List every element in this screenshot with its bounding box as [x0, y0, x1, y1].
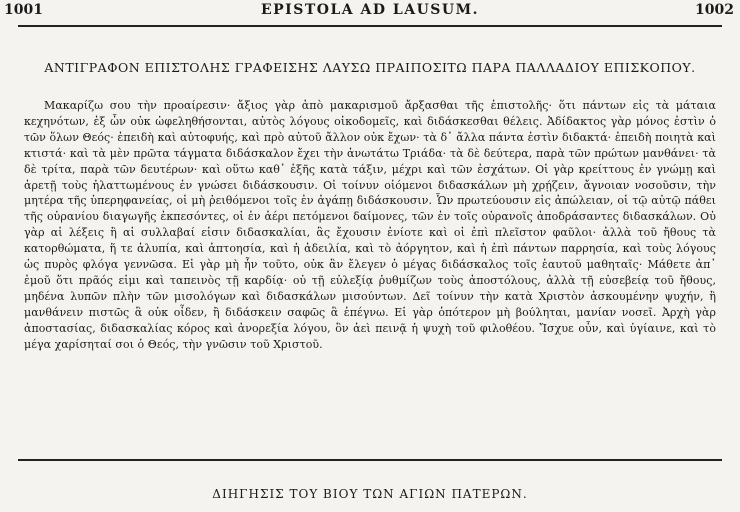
page-number-left: 1001 [4, 2, 43, 18]
epistle-body: Μακαρίζω σου τὴν προαίρεσιν· ἄξιος γὰρ ἀπὸ μακαρισμοῦ ἄρξασθαι τῆς ἐπιστολῆς· ὅτι πάντων εἰς τὰ μάταια κεχηνότων, ἐξ ὧν οὐκ ὠφεληθήσονται, αὐτὸς λόγους οἰκοδομεῖς, καὶ διδάσκεσθαι θέλεις. Ἀδίδακτος γὰρ μόνος ἐστὶν ὁ τῶν ὅλων Θεός· ἐπειδὴ καὶ αὐτοφυής, καὶ πρὸ αὐτοῦ ἄλλον οὐκ ἔχων· τὰ δ᾽ ἄλλα πάντα ἐστὶν διδακτά· ἐπειδὴ ποιητὰ καὶ κτιστά· καὶ τὰ μὲν πρῶτα τάγματα διδάσκαλον ἔχει τὴν ἀνωτάτω Τριάδα· τὰ δὲ δεύτερα, παρὰ τῶν πρώτων μανθάνει· τὰ δὲ τρίτα, παρὰ τῶν δευτέρων· καὶ οὕτω καθ᾽ ἑξῆς κατὰ τάξιν, μέχρι καὶ τῶν ἐσχάτων. Οἱ γὰρ κρείττους ἐν γνώμῃ καὶ ἀρετῇ τοὺς ἡλαττωμένους ἐν γνώσει διδάσκουσιν. Οἱ τοίνυν οἰόμενοι διδασκάλων μὴ χρῄζειν, ἄγνοιαν νοσοῦσιν, τὴν μητέρα τῆς ὑπερηφανείας, οἱ μὴ ῥειθόμενοι τοῖς ἐν ἀγάπῃ διδάσκουσιν. Ὧν πρωτεύουσιν εἰς ἀπώλειαν, οἱ τῷ αὐτῷ πάθει τῆς οὐρανίου διαγωγῆς ἐκπεσόντες, οἱ ἐν ἀέρι πετόμενοι δαίμονες, τῶν ἐν τοῖς οὐρανοῖς ἀποδράσαντες διδασκάλων. Οὐ γὰρ αἱ λέξεις ἢ αἱ συλλαβαί εἰσιν διδασκαλίαι, ἃς ἔχουσιν ἐνίοτε καὶ οἱ ἐπὶ πλεῖστον φαῦλοι· ἀλλὰ τοῦ ἤθους τὰ κατορθώματα, ἥ τε ἀλυπία, καὶ ἀπτοησία, καὶ ἡ ἀδειλία, καὶ τὸ ἀόργητον, καὶ ἡ ἐπὶ πάντων παρρησία, καὶ τοὺς λόγους ὡς πυρὸς φλόγα γεννῶσα. Εἰ γὰρ μὴ ἦν τοῦτο, οὐκ ἂν ἔλεγεν ὁ μέγας διδάσκαλος τοῖς ἑαυτοῦ μαθηταῖς· Μάθετε ἀπ᾽ ἐμοῦ ὅτι πρᾶός εἰμι καὶ ταπεινὸς τῇ καρδίᾳ· οὐ τῇ εὐλεξίᾳ ῥυθμίζων τοὺς ἀποστόλους, ἀλλὰ τῇ εὐσεβείᾳ τοῦ ἤθους, μηδένα λυπῶν πλὴν τῶν μισολόγων καὶ διδασκάλων μισούντων. Δεῖ τοίνυν τὴν κατὰ Χριστὸν ἀσκουμένην ψυχήν, ἢ μανθάνειν πιστῶς ἃ οὐκ οἶδεν, ἢ διδάσκειν σαφῶς ἃ ἐπέγνω. Εἰ γὰρ ὁπότερον μὴ βούληται, μανίαν νοσεῖ. Ἀρχὴ γὰρ ἀποστασίας, διδασκαλίας κόρος καὶ ἀνορεξία λόγου, ὃν ἀεὶ πεινᾷ ἡ ψυχὴ τοῦ φιλοθέου. Ἴσχυε οὖν, καὶ ὑγίαινε, καὶ τὸ μέγα χαρίσηταί σοι ὁ Θεός, τὴν γνῶσιν τοῦ Χριστοῦ. [24, 99, 716, 351]
running-title: EPISTOLA AD LAUSUM. [260, 2, 480, 18]
page-number-right: 1002 [695, 2, 734, 18]
next-section-heading: ΔΙΗΓΗΣΙΣ ΤΟΥ ΒΙΟΥ ΤΩΝ ΑΓΙΩΝ ΠΑΤΕΡΩΝ. [212, 487, 528, 501]
page-header [0, 0, 740, 22]
header-rule [18, 25, 722, 27]
section-divider [18, 459, 722, 461]
epistle-title: ΑΝΤΙΓΡΑΦΟΝ ΕΠΙΣΤΟΛΗΣ ΓΡΑΦΕΙΣΗΣ ΛΑΥΣΩ ΠΡΑΙΠΟΣΙΤΩ ΠΑΡΑ ΠΑΛΛΑΔΙΟΥ ΕΠΙΣΚΟΠΟΥ. [44, 60, 696, 75]
